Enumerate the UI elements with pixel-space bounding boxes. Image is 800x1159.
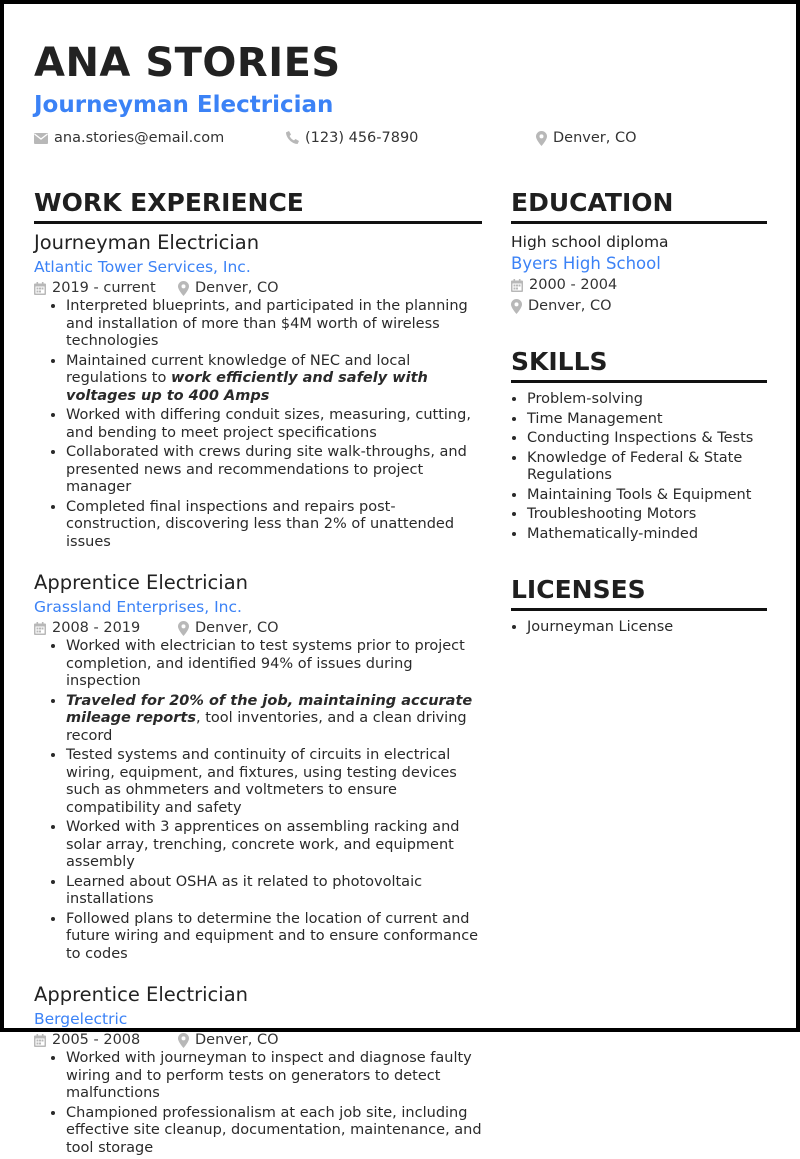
envelope-icon: [34, 133, 48, 144]
phone-text: (123) 456-7890: [305, 130, 419, 146]
bullet-text: Worked with 3 apprentices on assembling racking and solar array, trenching, concrete work, and equipment assembly: [66, 819, 460, 870]
job-bullet: [66, 693, 482, 746]
bullet-text-after: , tool inventories, and a clean driving record: [66, 710, 467, 744]
job-entry: [34, 230, 482, 551]
calendar-icon: [34, 622, 46, 635]
calendar-icon: [34, 1034, 46, 1047]
education-location: [511, 296, 767, 317]
map-pin-icon: [178, 1033, 189, 1048]
license-item: • Journeyman License: [527, 619, 767, 637]
job-bullets: [34, 1050, 482, 1157]
skills-list: [511, 391, 767, 543]
job-dates-text: 2019 - current: [52, 280, 156, 296]
education-dates: [511, 275, 767, 296]
job-dates-text: 2008 - 2019: [52, 620, 141, 636]
bullet-text: Worked with electrician to test systems prior to project completion, and identified 94% of issues during inspection: [66, 638, 465, 689]
education-dates-text: 2000 - 2004: [529, 277, 618, 293]
job-title: Apprentice Electrician: [34, 983, 249, 1006]
contact-phone: [286, 128, 418, 148]
bullet-text: Completed final inspections and repairs post-construction, discovering less than 2% of unattended issues: [66, 498, 455, 550]
map-pin-icon: [511, 299, 522, 314]
education-section: [511, 186, 767, 317]
section-heading-licenses: LICENSES: [511, 573, 767, 611]
bullet-text: Tested systems and continuity of circuits in electrical wiring, equipment, and fixtures, using testing devices such as ohmmeters and voltmeters to ensure compatibility and safety: [66, 747, 457, 816]
skill-item: • Mathematically-minded: [527, 526, 767, 544]
email-text[interactable]: ana.stories@email.com: [54, 130, 225, 146]
work-experience-section: [34, 186, 482, 1159]
section-heading-education: EDUCATION: [511, 186, 767, 224]
skill-item: • Conducting Inspections & Tests: [527, 430, 767, 448]
bullet-text: Collaborated with crews during site walk-throughs, and presented news and recommendations to project manager: [66, 444, 467, 495]
job-company: Grassland Enterprises, Inc.: [34, 598, 242, 616]
job-dates: [34, 618, 178, 638]
skill-item: • Time Management: [527, 411, 767, 429]
map-pin-icon: [536, 131, 547, 146]
job-dates-text: 2005 - 2008: [52, 1032, 141, 1048]
job-bullets: [34, 298, 482, 551]
phone-icon: [286, 131, 299, 145]
job-location: [178, 1030, 279, 1050]
sidebar-column: [511, 186, 767, 639]
job-entry: [34, 570, 482, 963]
job-company: Bergelectric: [34, 1010, 128, 1028]
job-dates: [34, 1030, 178, 1050]
candidate-name: ANA STORIES: [34, 40, 341, 86]
location-text: Denver, CO: [553, 130, 637, 146]
candidate-title: Journeyman Electrician: [34, 92, 334, 118]
job-bullet: [66, 444, 482, 497]
job-company: Atlantic Tower Services, Inc.: [34, 258, 251, 276]
job-bullet: [66, 874, 482, 909]
job-location-text: Denver, CO: [195, 620, 279, 636]
bullet-text: Learned about OSHA as it related to photovoltaic installations: [66, 873, 423, 907]
job-bullets: [34, 638, 482, 963]
contact-location: [536, 128, 637, 148]
job-bullet: [66, 819, 482, 872]
calendar-icon: [511, 279, 523, 292]
job-bullet: [66, 911, 482, 964]
job-location-text: Denver, CO: [195, 280, 279, 296]
job-bullet: [66, 638, 482, 691]
education-degree: High school diploma: [511, 233, 669, 251]
skill-item: • Knowledge of Federal & State Regulations: [527, 450, 767, 485]
job-meta: [34, 278, 482, 298]
licenses-list: [511, 619, 767, 637]
calendar-icon: [34, 282, 46, 295]
skill-item: • Troubleshooting Motors: [527, 506, 767, 524]
skill-item: • Maintaining Tools & Equipment: [527, 487, 767, 505]
education-location-text: Denver, CO: [528, 298, 612, 314]
skill-item: • Problem-solving: [527, 391, 767, 409]
job-bullet: [66, 1050, 482, 1103]
contact-email: [34, 128, 224, 148]
job-dates: [34, 278, 178, 298]
skills-section: [511, 345, 767, 543]
job-meta: [34, 1030, 482, 1050]
section-heading-skills: SKILLS: [511, 345, 767, 383]
section-heading-work: WORK EXPERIENCE: [34, 186, 482, 224]
job-bullet: [66, 747, 482, 817]
map-pin-icon: [178, 281, 189, 296]
bullet-text: Worked with journeyman to inspect and diagnose faulty wiring and to perform tests on generators to detect malfunctions: [66, 1050, 472, 1101]
job-bullet: [66, 1105, 482, 1158]
job-location: [178, 618, 279, 638]
education-school: Byers High School: [511, 254, 661, 273]
job-entry: [34, 982, 482, 1157]
jobs-list: [34, 230, 482, 1157]
job-bullet: [66, 298, 482, 351]
bullet-emphasis: work efficiently and safely with voltages up to 400 Amps: [66, 370, 428, 404]
bullet-emphasis: Traveled for 20% of the job, maintaining accurate mileage reports: [66, 692, 473, 726]
job-location: [178, 278, 279, 298]
job-title: Apprentice Electrician: [34, 571, 249, 594]
job-bullet: [66, 353, 482, 406]
job-meta: [34, 618, 482, 638]
job-bullet: [66, 407, 482, 442]
bullet-text: Maintained current knowledge of NEC and local regulations to: [66, 352, 411, 386]
bullet-text: Worked with differing conduit sizes, measuring, cutting, and bending to meet project specifications: [66, 407, 471, 441]
job-title: Journeyman Electrician: [34, 231, 260, 254]
bullet-text: Followed plans to determine the location of current and future wiring and equipment and to ensure conformance to codes: [66, 910, 479, 962]
licenses-section: [511, 573, 767, 637]
bullet-text: Championed professionalism at each job site, including effective site cleanup, documentation, maintenance, and tool storage: [66, 1104, 482, 1156]
map-pin-icon: [178, 621, 189, 636]
job-bullet: [66, 499, 482, 552]
bullet-text: Interpreted blueprints, and participated in the planning and installation of more than $4M worth of wireless technologies: [66, 298, 468, 349]
job-location-text: Denver, CO: [195, 1032, 279, 1048]
